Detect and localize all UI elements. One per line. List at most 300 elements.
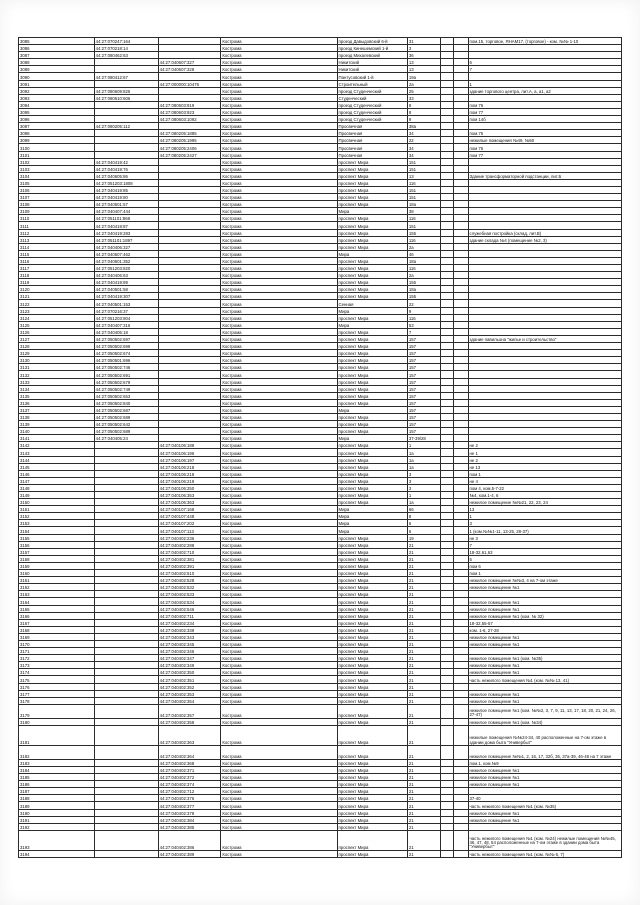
cadastral-number-cell: 44:27:050502:687 xyxy=(94,406,158,413)
cadastral-number-cell xyxy=(94,633,158,640)
note-cell xyxy=(468,392,621,399)
letter-cell xyxy=(453,257,468,264)
table-row xyxy=(19,463,622,470)
cadastral-number-cell: 44:27:070216:37 xyxy=(94,307,158,314)
house-cell: 21 xyxy=(407,809,440,816)
cadastral-number-cell: 44:27:040419:80 xyxy=(94,194,158,201)
house-cell: 1a xyxy=(407,456,440,463)
room-cadastral-number-cell xyxy=(158,314,221,321)
street-cell: проспект Мира xyxy=(337,648,407,655)
city-cell: Кострома xyxy=(221,257,337,264)
street-cell: Пантусовский 1-й xyxy=(337,73,407,80)
letter-cell xyxy=(453,87,468,94)
cadastral-number-cell xyxy=(94,541,158,548)
house-cell: 157 xyxy=(407,335,440,342)
table-row xyxy=(19,208,622,215)
table-row xyxy=(19,809,622,816)
row-number-cell: 3153 xyxy=(19,520,95,527)
house-cell: 21 xyxy=(407,823,440,830)
letter-cell xyxy=(453,520,468,527)
room-cadastral-number-cell xyxy=(158,428,221,435)
building-cell xyxy=(440,371,453,378)
house-cell: 157 xyxy=(407,399,440,406)
row-number-cell: 3113 xyxy=(19,236,95,243)
cadastral-number-cell xyxy=(94,520,158,527)
street-cell: проспект Мира xyxy=(337,442,407,449)
row-number-cell: 3098 xyxy=(19,130,95,137)
building-cell xyxy=(440,626,453,633)
letter-cell xyxy=(453,640,468,647)
city-cell: Кострома xyxy=(221,378,337,385)
table-row xyxy=(19,697,622,704)
house-cell: 19 xyxy=(407,534,440,541)
table-row xyxy=(19,527,622,534)
city-cell: Кострома xyxy=(221,499,337,506)
cadastral-number-cell: 44:27:040419:87 xyxy=(94,222,158,229)
street-cell: проспект Мира xyxy=(337,201,407,208)
city-cell: Кострома xyxy=(221,745,337,759)
street-cell: проспект Мира xyxy=(337,499,407,506)
table-row xyxy=(19,598,622,605)
room-cadastral-number-cell: 44:27:040402:288 xyxy=(158,541,221,548)
row-number-cell: 3087 xyxy=(19,52,95,59)
city-cell: Кострома xyxy=(221,548,337,555)
cadastral-number-cell xyxy=(94,781,158,788)
house-cell: 7 xyxy=(407,328,440,335)
room-cadastral-number-cell xyxy=(158,413,221,420)
street-cell: проспект Мира xyxy=(337,236,407,243)
note-cell xyxy=(468,293,621,300)
table-row xyxy=(19,343,622,350)
note-cell: нежилое помещение №1 xyxy=(468,767,621,774)
house-cell: 151 xyxy=(407,222,440,229)
building-cell xyxy=(440,137,453,144)
cadastral-number-cell xyxy=(94,584,158,591)
street-cell: проспект Мира xyxy=(337,328,407,335)
street-cell: проспект Мира xyxy=(337,534,407,541)
city-cell: Кострома xyxy=(221,279,337,286)
cadastral-number-cell xyxy=(94,648,158,655)
cadastral-number-cell xyxy=(94,598,158,605)
building-cell xyxy=(440,577,453,584)
city-cell: Кострома xyxy=(221,570,337,577)
city-cell: Кострома xyxy=(221,477,337,484)
letter-cell xyxy=(453,172,468,179)
table-row xyxy=(19,655,622,662)
street-cell: Мира xyxy=(337,307,407,314)
room-cadastral-number-cell xyxy=(158,300,221,307)
note-cell: нежилое помещение №№21, 22, 23, 24 xyxy=(468,499,621,506)
street-cell: Мира xyxy=(337,321,407,328)
note-cell: нежилое помещение №1 xyxy=(468,809,621,816)
street-cell: проспект Мира xyxy=(337,555,407,562)
city-cell: Кострома xyxy=(221,94,337,101)
house-cell: 157 xyxy=(407,413,440,420)
street-cell: проспект Мира xyxy=(337,788,407,795)
house-cell: 21 xyxy=(407,795,440,802)
note-cell xyxy=(468,428,621,435)
building-cell xyxy=(440,186,453,193)
note-cell: 18-32,55-57 xyxy=(468,619,621,626)
row-number-cell: 3187 xyxy=(19,788,95,795)
row-number-cell: 3163 xyxy=(19,591,95,598)
note-cell: 7 xyxy=(468,66,621,73)
row-number-cell: 3173 xyxy=(19,662,95,669)
cadastral-number-cell xyxy=(94,718,158,725)
street-cell: проспект Мира xyxy=(337,257,407,264)
cadastral-number-cell xyxy=(94,463,158,470)
note-cell: нежилые помещения №№24-34, 40 расположенные на 7-ом этаже в здании дома быта "Универбыт" xyxy=(468,725,621,745)
building-cell xyxy=(440,385,453,392)
building-cell xyxy=(440,328,453,335)
note-cell: 1 xyxy=(468,513,621,520)
building-cell xyxy=(440,802,453,809)
letter-cell xyxy=(453,328,468,335)
cadastral-number-cell: 44:27:070247:164 xyxy=(94,38,158,45)
street-cell: проспект Мира xyxy=(337,591,407,598)
row-number-cell: 3148 xyxy=(19,484,95,491)
street-cell: проспект Мира xyxy=(337,683,407,690)
city-cell: Кострома xyxy=(221,816,337,823)
table-row xyxy=(19,101,622,108)
cadastral-number-cell xyxy=(94,137,158,144)
letter-cell xyxy=(453,201,468,208)
building-cell xyxy=(440,421,453,428)
row-number-cell: 3176 xyxy=(19,683,95,690)
house-cell: 21 xyxy=(407,690,440,697)
note-cell: не 4 xyxy=(468,477,621,484)
city-cell: Кострома xyxy=(221,648,337,655)
house-cell: 34 xyxy=(407,151,440,158)
letter-cell xyxy=(453,307,468,314)
building-cell xyxy=(440,605,453,612)
room-cadastral-number-cell xyxy=(158,201,221,208)
building-cell xyxy=(440,215,453,222)
cadastral-number-cell xyxy=(94,470,158,477)
letter-cell xyxy=(453,321,468,328)
cadastral-number-cell xyxy=(94,548,158,555)
row-number-cell: 3193 xyxy=(19,830,95,850)
row-number-cell: 3138 xyxy=(19,413,95,420)
room-cadastral-number-cell xyxy=(158,94,221,101)
city-cell: Кострома xyxy=(221,172,337,179)
letter-cell xyxy=(453,101,468,108)
street-cell: проспект Мира xyxy=(337,371,407,378)
note-cell: пом 76 xyxy=(468,101,621,108)
room-cadastral-number-cell: 44:27:040402:236 xyxy=(158,534,221,541)
building-cell xyxy=(440,499,453,506)
letter-cell xyxy=(453,385,468,392)
city-cell: Кострома xyxy=(221,321,337,328)
street-cell: проспект Мира xyxy=(337,655,407,662)
cadastral-number-cell xyxy=(94,802,158,809)
building-cell xyxy=(440,66,453,73)
room-cadastral-number-cell xyxy=(158,307,221,314)
room-cadastral-number-cell xyxy=(158,257,221,264)
building-cell xyxy=(440,830,453,850)
row-number-cell: 3099 xyxy=(19,137,95,144)
building-cell xyxy=(440,94,453,101)
building-cell xyxy=(440,38,453,45)
street-cell: Мира xyxy=(337,406,407,413)
house-cell: 21 xyxy=(407,577,440,584)
room-cadastral-number-cell xyxy=(158,364,221,371)
cadastral-number-cell: 44:27:051101:1897 xyxy=(94,236,158,243)
letter-cell xyxy=(453,816,468,823)
house-cell: 116 xyxy=(407,179,440,186)
city-cell: Кострома xyxy=(221,286,337,293)
table-row xyxy=(19,428,622,435)
room-cadastral-number-cell: 44:27:040402:532 xyxy=(158,584,221,591)
letter-cell xyxy=(453,697,468,704)
building-cell xyxy=(440,795,453,802)
letter-cell xyxy=(453,38,468,45)
room-cadastral-number-cell xyxy=(158,328,221,335)
room-cadastral-number-cell: 44:27:040106:196 xyxy=(158,449,221,456)
table-row xyxy=(19,186,622,193)
house-cell: 157 xyxy=(407,371,440,378)
room-cadastral-number-cell: 44:27:040402:546 xyxy=(158,605,221,612)
house-cell: 21 xyxy=(407,669,440,676)
city-cell: Кострома xyxy=(221,243,337,250)
cadastral-number-cell xyxy=(94,591,158,598)
note-cell: пом 77 xyxy=(468,108,621,115)
note-cell xyxy=(468,399,621,406)
building-cell xyxy=(440,449,453,456)
table-row xyxy=(19,788,622,795)
table-row xyxy=(19,201,622,208)
room-cadastral-number-cell xyxy=(158,385,221,392)
note-cell: нежилое помещение №1 xyxy=(468,584,621,591)
city-cell: Кострома xyxy=(221,456,337,463)
room-cadastral-number-cell xyxy=(158,371,221,378)
cadastral-number-cell xyxy=(94,809,158,816)
building-cell xyxy=(440,194,453,201)
letter-cell xyxy=(453,548,468,555)
cadastral-number-cell xyxy=(94,527,158,534)
cadastral-number-cell xyxy=(94,823,158,830)
street-cell: проспект Мира xyxy=(337,704,407,718)
room-cadastral-number-cell xyxy=(158,179,221,186)
house-cell: 157 xyxy=(407,343,440,350)
table-row xyxy=(19,633,622,640)
house-cell: 1a xyxy=(407,449,440,456)
cadastral-number-cell xyxy=(94,151,158,158)
street-cell: проспект Мира xyxy=(337,745,407,759)
note-cell xyxy=(468,257,621,264)
street-cell: проспект Мира xyxy=(337,286,407,293)
city-cell: Кострома xyxy=(221,492,337,499)
city-cell: Кострома xyxy=(221,229,337,236)
row-number-cell: 3188 xyxy=(19,795,95,802)
street-cell: проспект Мира xyxy=(337,378,407,385)
cadastral-number-cell xyxy=(94,612,158,619)
building-cell xyxy=(440,781,453,788)
cadastral-number-cell xyxy=(94,555,158,562)
letter-cell xyxy=(453,272,468,279)
room-cadastral-number-cell: 44:27:040402:534 xyxy=(158,598,221,605)
house-cell: 157 xyxy=(407,364,440,371)
table-row xyxy=(19,250,622,257)
row-number-cell: 3184 xyxy=(19,767,95,774)
letter-cell xyxy=(453,492,468,499)
table-row xyxy=(19,492,622,499)
note-cell: служебная постройка (склад, лит.В) xyxy=(468,229,621,236)
note-cell: 3 xyxy=(468,520,621,527)
note-cell xyxy=(468,215,621,222)
note-cell xyxy=(468,591,621,598)
building-cell xyxy=(440,158,453,165)
cadastral-number-cell xyxy=(94,850,158,857)
table-row xyxy=(19,314,622,321)
letter-cell xyxy=(453,406,468,413)
house-cell: 21 xyxy=(407,774,440,781)
row-number-cell: 3112 xyxy=(19,229,95,236)
letter-cell xyxy=(453,151,468,158)
row-number-cell: 3167 xyxy=(19,619,95,626)
room-cadastral-number-cell xyxy=(158,165,221,172)
city-cell: Кострома xyxy=(221,676,337,683)
room-cadastral-number-cell xyxy=(158,265,221,272)
house-cell: 21 xyxy=(407,725,440,745)
city-cell: Кострома xyxy=(221,633,337,640)
note-cell: часть нежилого помещения №1 (ком. №24) нежилые помещения №№45, 46, 47, 48, 54 расположенные на 7-ом этаже в здании дома быта "Универбыт" xyxy=(468,830,621,850)
letter-cell xyxy=(453,59,468,66)
cadastral-number-cell: 44:27:080462:63 xyxy=(94,52,158,59)
building-cell xyxy=(440,534,453,541)
table-row xyxy=(19,413,622,420)
letter-cell xyxy=(453,655,468,662)
room-cadastral-number-cell: 44:27:040402:377 xyxy=(158,802,221,809)
note-cell xyxy=(468,357,621,364)
letter-cell xyxy=(453,399,468,406)
house-cell: 155 xyxy=(407,293,440,300)
cadastral-number-cell xyxy=(94,144,158,151)
table-row xyxy=(19,584,622,591)
cadastral-number-cell: 44:27:050502:689 xyxy=(94,413,158,420)
street-cell: проезд Кинешемский 1-й xyxy=(337,45,407,52)
city-cell: Кострома xyxy=(221,123,337,130)
room-cadastral-number-cell: 44:27:080603:923 xyxy=(158,108,221,115)
street-cell: проспект Мира xyxy=(337,830,407,850)
cadastral-number-cell: 44:27:070218:14 xyxy=(94,45,158,52)
house-cell: 21 xyxy=(407,759,440,766)
street-cell: проспект Мира xyxy=(337,662,407,669)
cadastral-number-cell xyxy=(94,619,158,626)
city-cell: Кострома xyxy=(221,272,337,279)
building-cell xyxy=(440,676,453,683)
letter-cell xyxy=(453,648,468,655)
letter-cell xyxy=(453,767,468,774)
table-row xyxy=(19,116,622,123)
city-cell: Кострома xyxy=(221,809,337,816)
row-number-cell: 3106 xyxy=(19,186,95,193)
room-cadastral-number-cell: 44:27:040402:351 xyxy=(158,676,221,683)
row-number-cell: 3097 xyxy=(19,123,95,130)
letter-cell xyxy=(453,570,468,577)
cadastral-number-cell xyxy=(94,690,158,697)
note-cell xyxy=(468,222,621,229)
note-cell: часть нежилого помещения №1 (ком. №№ 13, 41) xyxy=(468,676,621,683)
house-cell: 157 xyxy=(407,392,440,399)
cadastral-number-cell xyxy=(94,697,158,704)
street-cell: проезд Студенческий xyxy=(337,101,407,108)
table-row xyxy=(19,662,622,669)
table-row xyxy=(19,286,622,293)
building-cell xyxy=(440,300,453,307)
note-cell: не 1 xyxy=(468,449,621,456)
table-row xyxy=(19,648,622,655)
room-cadastral-number-cell: 44:27:040106:197 xyxy=(158,456,221,463)
room-cadastral-number-cell: 44:27:080205:2406 xyxy=(158,144,221,151)
row-number-cell: 3164 xyxy=(19,598,95,605)
letter-cell xyxy=(453,357,468,364)
street-cell: проспект Мира xyxy=(337,697,407,704)
street-cell: Просвечная xyxy=(337,137,407,144)
building-cell xyxy=(440,555,453,562)
city-cell: Кострома xyxy=(221,350,337,357)
city-cell: Кострома xyxy=(221,669,337,676)
letter-cell xyxy=(453,704,468,718)
street-cell: проспект Мира xyxy=(337,449,407,456)
street-cell: проспект Мира xyxy=(337,548,407,555)
row-number-cell: 3108 xyxy=(19,201,95,208)
house-cell: 21 xyxy=(407,676,440,683)
building-cell xyxy=(440,809,453,816)
street-cell: проспект Мира xyxy=(337,186,407,193)
letter-cell xyxy=(453,279,468,286)
letter-cell xyxy=(453,690,468,697)
table-row xyxy=(19,144,622,151)
letter-cell xyxy=(453,208,468,215)
cadastral-number-cell xyxy=(94,484,158,491)
row-number-cell: 3091 xyxy=(19,80,95,87)
house-cell: 18a xyxy=(407,286,440,293)
building-cell xyxy=(440,272,453,279)
note-cell xyxy=(468,265,621,272)
building-cell xyxy=(440,208,453,215)
note-cell: Здание трансформаторной подстанции, лит.Б xyxy=(468,172,621,179)
house-cell: 13 xyxy=(407,59,440,66)
street-cell: проезд Давыдовский 6-й xyxy=(337,38,407,45)
street-cell: проспект Мира xyxy=(337,795,407,802)
street-cell: проспект Мира xyxy=(337,850,407,857)
room-cadastral-number-cell: 44:27:040607:327 xyxy=(158,59,221,66)
room-cadastral-number-cell xyxy=(158,321,221,328)
note-cell xyxy=(468,385,621,392)
city-cell: Кострома xyxy=(221,506,337,513)
house-cell: 6 xyxy=(407,527,440,534)
city-cell: Кострома xyxy=(221,335,337,342)
cadastral-number-cell: 44:27:050502:653 xyxy=(94,392,158,399)
building-cell xyxy=(440,130,453,137)
row-number-cell: 3145 xyxy=(19,463,95,470)
row-number-cell: 3159 xyxy=(19,562,95,569)
street-cell: проспект Мира xyxy=(337,265,407,272)
house-cell: 9 xyxy=(407,116,440,123)
city-cell: Кострома xyxy=(221,484,337,491)
cadastral-number-cell xyxy=(94,80,158,87)
note-cell: здание склада №4 (помещение №2, 3) xyxy=(468,236,621,243)
city-cell: Кострома xyxy=(221,385,337,392)
letter-cell xyxy=(453,378,468,385)
letter-cell xyxy=(453,94,468,101)
street-cell: проспект Мира xyxy=(337,335,407,342)
table-row xyxy=(19,38,622,45)
table-row xyxy=(19,272,622,279)
cadastral-number-cell: 44:27:050502:689 xyxy=(94,428,158,435)
house-cell: 21 xyxy=(407,767,440,774)
